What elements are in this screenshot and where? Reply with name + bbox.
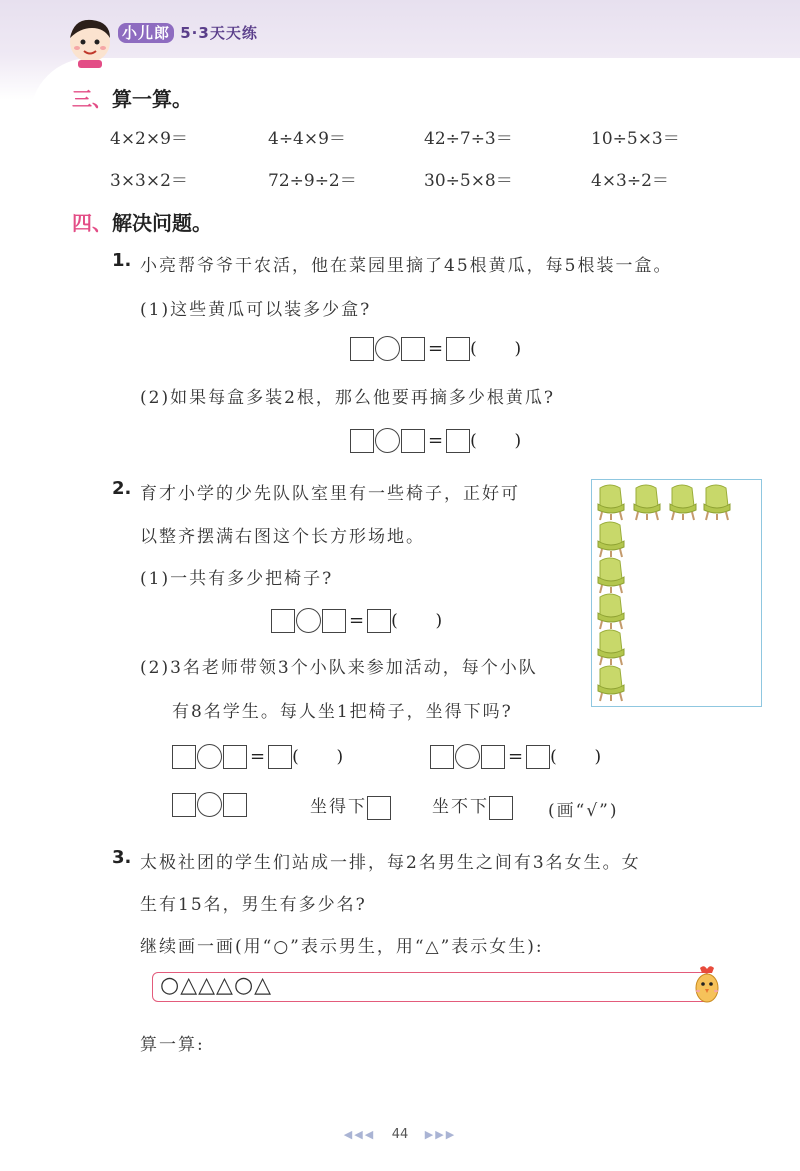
calc-problem: 10÷5×3＝: [591, 129, 680, 149]
q2-line2: 以整齐摆满右图这个长方形场地。: [140, 527, 425, 547]
compare-circle[interactable]: [197, 792, 222, 817]
calc-problem: 72÷9÷2＝: [268, 171, 357, 191]
page-number: 44: [391, 1127, 409, 1142]
q1-text: 小亮帮爷爷干农活，他在菜园里摘了45根黄瓜，每5根装一盒。: [140, 256, 673, 276]
not-fit-checkbox[interactable]: [489, 796, 513, 820]
section4-number: 四、: [72, 211, 112, 235]
brand-suffix: 5·3天天练: [180, 24, 258, 42]
q3-line1: 太极社团的学生们站成一排，每2名男生之间有3名女生。女: [140, 853, 641, 873]
operator-circle[interactable]: [455, 744, 480, 769]
answer-box[interactable]: [430, 745, 454, 769]
section3-title: 算一算。: [112, 87, 192, 111]
cartoon-chick-icon: [692, 964, 722, 1008]
shape-pattern: ○△△△○△: [160, 973, 273, 998]
answer-box[interactable]: [367, 609, 391, 633]
answer-box[interactable]: [401, 337, 425, 361]
chair-icon: [598, 630, 624, 665]
q2-sub2-line1: (2)3名老师带领3个小队来参加活动，每个小队: [140, 658, 538, 678]
answer-box[interactable]: [172, 793, 196, 817]
q3-calc-label: 算一算:: [140, 1035, 205, 1055]
calc-problem: 3×3×2＝: [110, 171, 188, 191]
q2-number: 2.: [112, 478, 132, 499]
answer-box[interactable]: [223, 745, 247, 769]
chair-icon: [598, 522, 624, 557]
calc-problem: 42÷7÷3＝: [424, 129, 513, 149]
section4-heading: [72, 207, 212, 236]
answer-box[interactable]: [223, 793, 247, 817]
chairs-illustration: [592, 480, 763, 708]
chair-icon: [670, 485, 696, 520]
q1-answer-template-1: = ( ): [350, 336, 521, 361]
answer-box[interactable]: [446, 429, 470, 453]
section3-heading: [72, 83, 192, 112]
q2-answer-template-2: = ( ): [172, 744, 343, 769]
brand-prefix: 小儿郎: [118, 23, 174, 43]
brand-title: [118, 22, 258, 43]
q2-answer-template-3: = ( ): [430, 744, 601, 769]
q2-notfit-choice: [432, 792, 513, 820]
fits-label: 坐得下: [310, 797, 367, 817]
chair-area-figure: [591, 479, 762, 707]
operator-circle[interactable]: [375, 336, 400, 361]
section3-number: 三、: [72, 87, 112, 111]
not-fit-label: 坐不下: [432, 797, 489, 817]
q2-sub1: (1)一共有多少把椅子?: [140, 569, 334, 589]
chair-icon: [598, 558, 624, 593]
q2-compare-template: [172, 792, 247, 817]
answer-box[interactable]: [401, 429, 425, 453]
answer-box[interactable]: [268, 745, 292, 769]
q3-number: 3.: [112, 847, 132, 868]
q1-sub2: (2)如果每盒多装2根，那么他要再摘多少根黄瓜?: [140, 388, 556, 408]
page-footer: [0, 1127, 800, 1142]
answer-box[interactable]: [350, 337, 374, 361]
chair-icon: [598, 666, 624, 701]
fits-checkbox[interactable]: [367, 796, 391, 820]
answer-box[interactable]: [526, 745, 550, 769]
operator-circle[interactable]: [375, 428, 400, 453]
operator-circle[interactable]: [197, 744, 222, 769]
q1-sub1: (1)这些黄瓜可以装多少盒?: [140, 300, 372, 320]
calc-problem: 4×3÷2＝: [591, 171, 669, 191]
answer-box[interactable]: [446, 337, 470, 361]
answer-box[interactable]: [271, 609, 295, 633]
q2-answer-template-1: = ( ): [271, 608, 442, 633]
chair-icon: [598, 594, 624, 629]
answer-box[interactable]: [481, 745, 505, 769]
mascot-boy-icon: [64, 16, 116, 68]
section4-title: 解决问题。: [112, 211, 212, 235]
q3-line2: 生有15名，男生有多少名?: [140, 895, 367, 915]
q2-fit-choice: [310, 792, 391, 820]
answer-box[interactable]: [322, 609, 346, 633]
chair-icon: [634, 485, 660, 520]
answer-box[interactable]: [172, 745, 196, 769]
prev-arrows-icon: ◀◀◀: [343, 1128, 376, 1141]
operator-circle[interactable]: [296, 608, 321, 633]
q1-answer-template-2: = ( ): [350, 428, 521, 453]
chair-icon: [598, 485, 624, 520]
next-arrows-icon: ▶▶▶: [424, 1128, 457, 1141]
calc-problem: 4×2×9＝: [110, 129, 188, 149]
answer-box[interactable]: [350, 429, 374, 453]
chair-icon: [704, 485, 730, 520]
q1-number: 1.: [112, 250, 132, 271]
calc-problem: 4÷4×9＝: [268, 129, 346, 149]
tick-hint: (画“√”): [548, 801, 619, 821]
q3-instruction: 继续画一画(用“○”表示男生，用“△”表示女生):: [140, 937, 544, 957]
calc-problem: 30÷5×8＝: [424, 171, 513, 191]
q2-sub2-line2: 有8名学生。每人坐1把椅子，坐得下吗?: [172, 702, 513, 722]
q2-line1: 育才小学的少先队队室里有一些椅子，正好可: [140, 484, 520, 504]
